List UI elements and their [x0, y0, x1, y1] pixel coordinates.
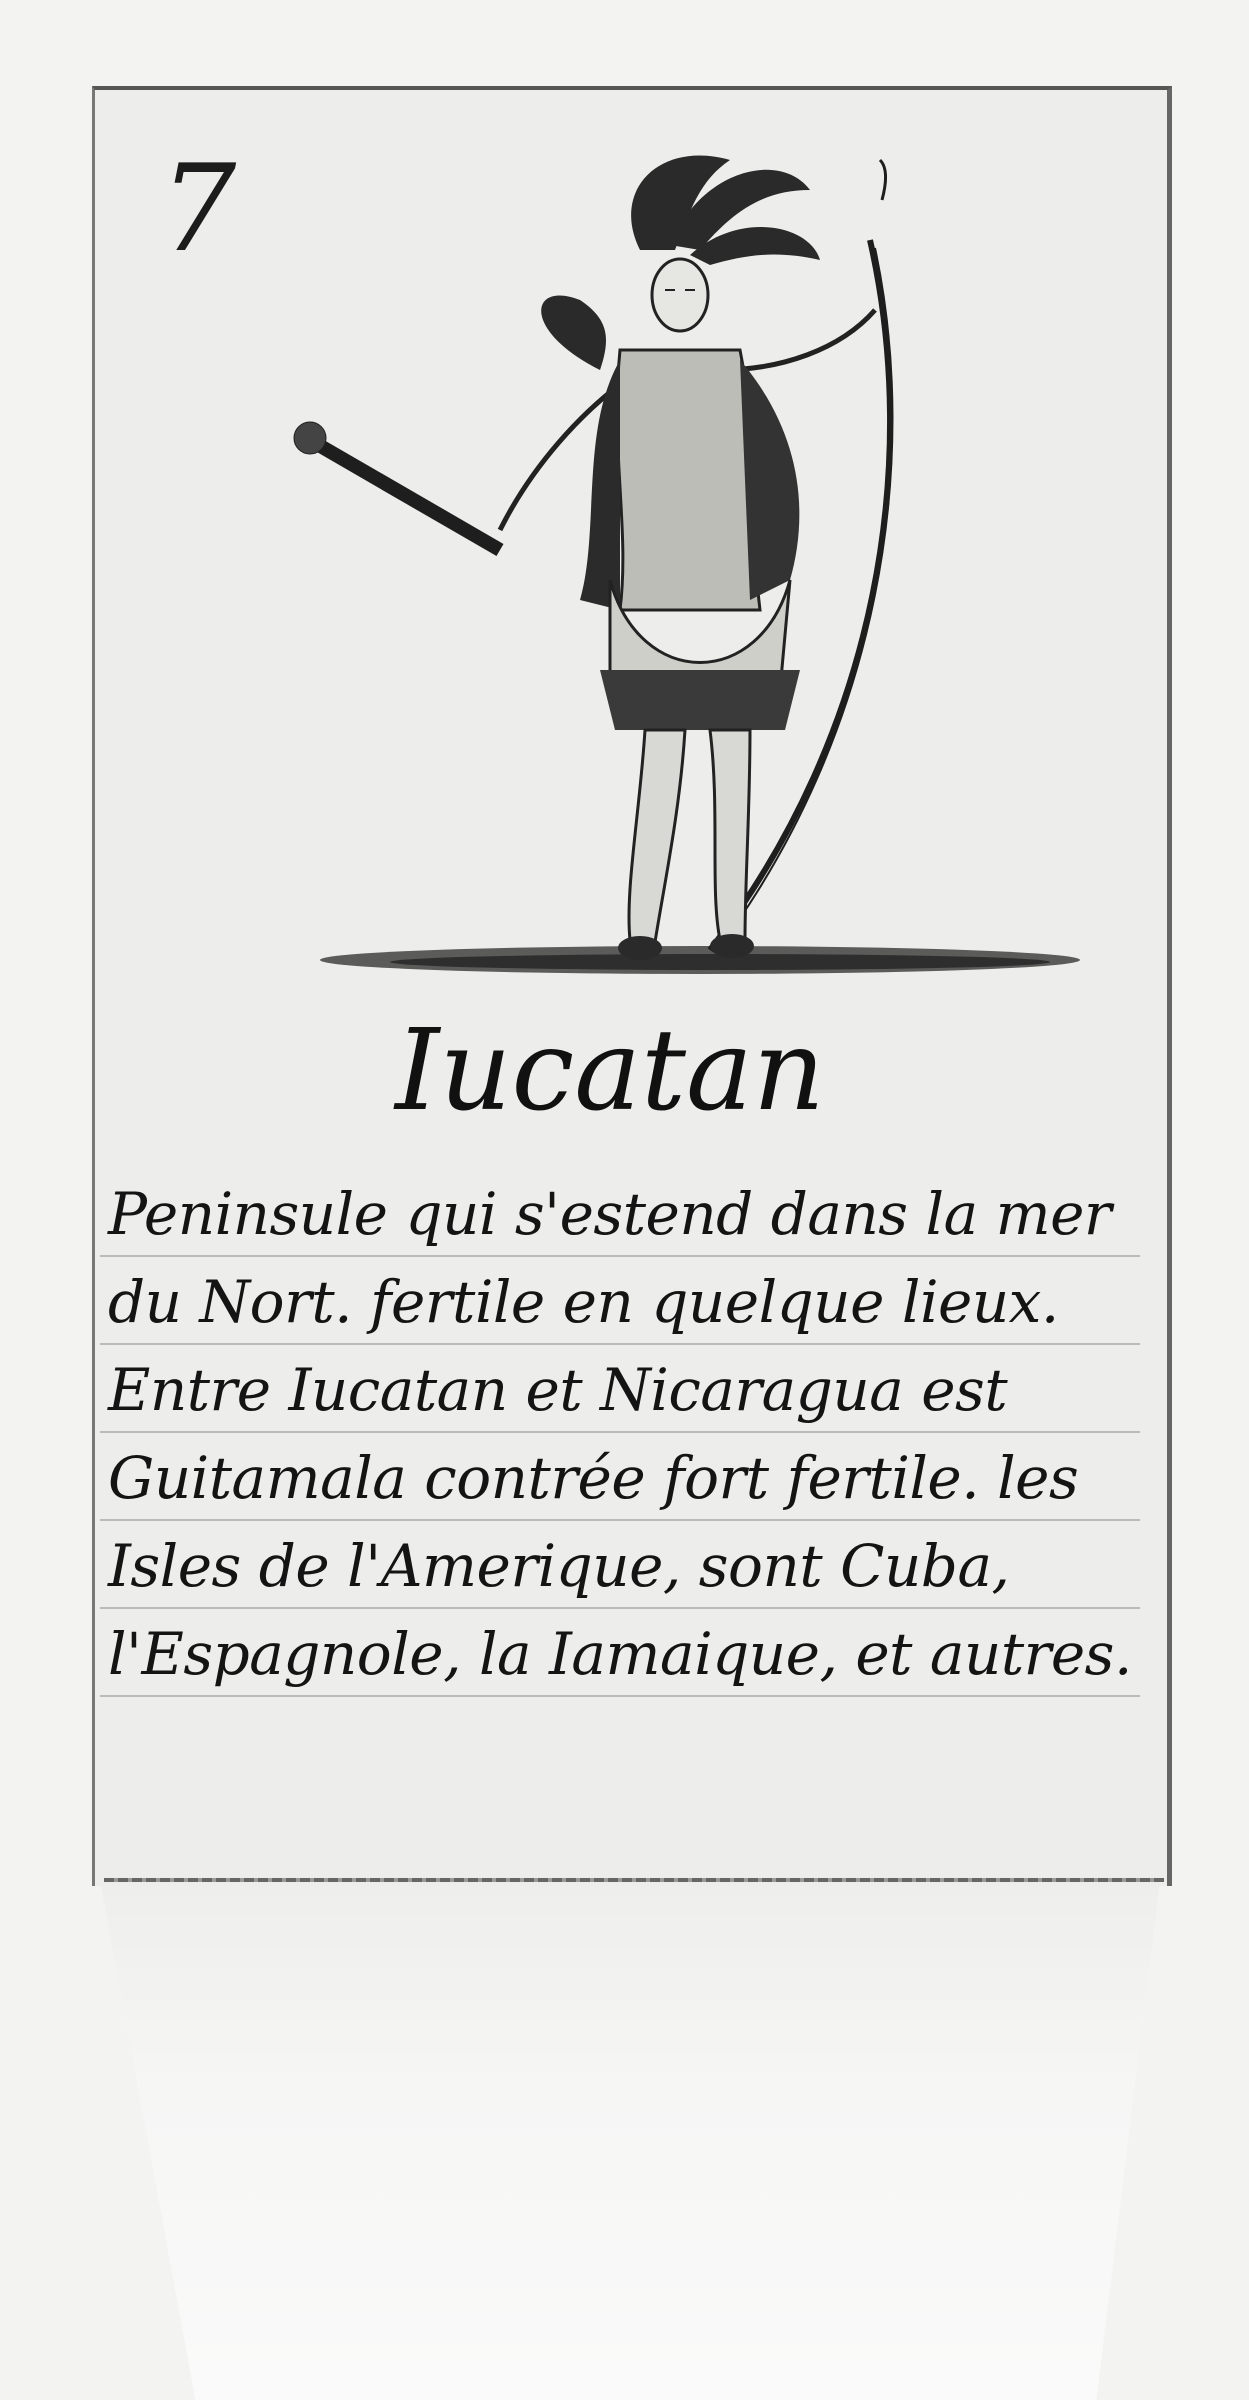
torso-garment: [580, 350, 800, 730]
club: [294, 422, 500, 550]
caption-line: l'Espagnole, la Iamaique, et autres.: [108, 1620, 1132, 1688]
caption-line: Guitamala contrée fort fertile. les: [108, 1444, 1079, 1512]
caption-line: Entre Iucatan et Nicaragua est: [108, 1356, 1008, 1424]
legs: [629, 730, 750, 942]
ground-shadow: [320, 946, 1080, 974]
plate-edge-line: [104, 1878, 1164, 1882]
caption-line: Isles de l'Amerique, sont Cuba,: [108, 1532, 1010, 1600]
engraved-figure-illustration: [280, 130, 1140, 990]
caption-text: [108, 1170, 1148, 1698]
head: [652, 259, 708, 331]
mount-sleeve: [100, 1880, 1160, 2400]
caption-line: du Nort. fertile en quelque lieux.: [108, 1268, 1059, 1336]
caption-line: Peninsule qui s'estend dans la mer: [108, 1180, 1112, 1248]
card-title: Iucatan: [395, 1006, 825, 1136]
card-number: 7: [160, 140, 237, 279]
